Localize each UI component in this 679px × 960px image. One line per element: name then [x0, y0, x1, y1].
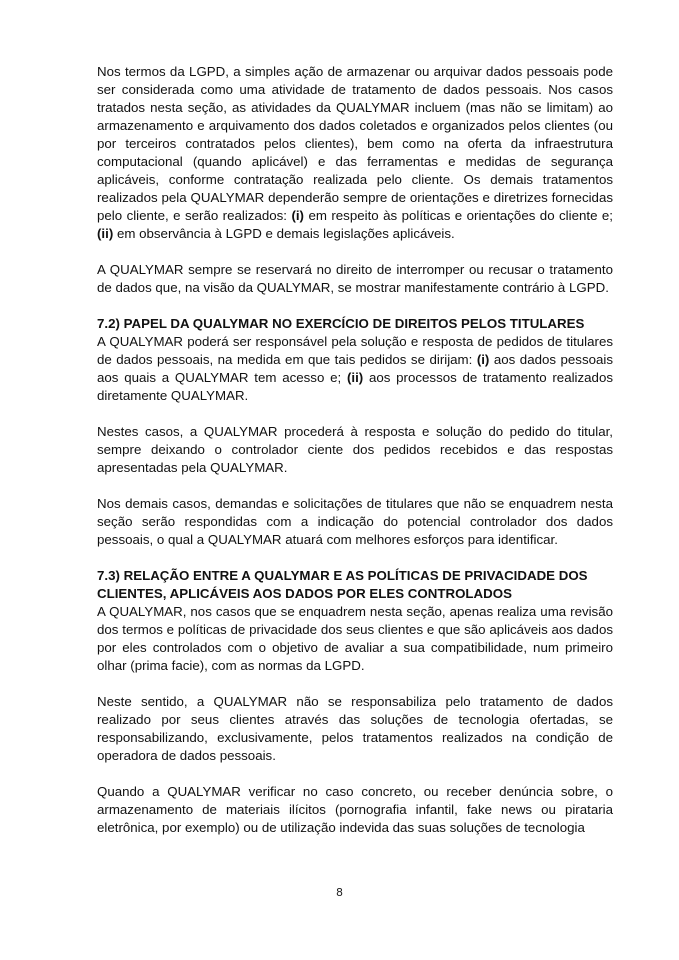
- section-heading-7-2: 7.2) PAPEL DA QUALYMAR NO EXERCÍCIO DE DIREITOS PELOS TITULARES: [97, 316, 585, 331]
- bold-marker-ii: (ii): [346, 370, 364, 385]
- paragraph-illicit-materials: Quando a QUALYMAR verificar no caso concreto, ou receber denúncia sobre, o armazenamento de materiais ilícitos (pornografia infantil, fake news ou pirataria eletrônica, por exemplo) ou de utilização indevida das suas soluções de tecnologia: [97, 784, 613, 835]
- text-run: A QUALYMAR poderá ser responsável pela solução e resposta de pedidos de titulares de dados pessoais, na medida em que tais pedidos se dirijam:: [97, 334, 613, 367]
- page-number: 8: [336, 886, 343, 899]
- paragraph-right-to-refuse: A QUALYMAR sempre se reservará no direito de interromper ou recusar o tratamento de dados que, na visão da QUALYMAR, se mostrar manifestamente contrário à LGPD.: [97, 262, 613, 295]
- text-run: aos dados pessoais aos quais a QUALYMAR tem acesso e;: [97, 352, 613, 385]
- paragraph-storage-activities: [97, 63, 613, 243]
- paragraph-policy-review: A QUALYMAR, nos casos que se enquadrem nesta seção, apenas realiza uma revisão dos termos e políticas de privacidade dos seus clientes e que são aplicáveis aos dados por eles controlados com o objetivo de avaliar a sua compatibilidade, num primeiro olhar (prima facie), com as normas da LGPD.: [97, 604, 613, 673]
- text-run: em respeito às políticas e orientações do cliente e;: [304, 208, 614, 223]
- text-run: Nos termos da LGPD, a simples ação de armazenar ou arquivar dados pessoais pode ser considerada como uma atividade de tratamento de dados pessoais. Nos casos tratados nesta seção, as atividades da QUALYMAR incluem (mas não se limitam) ao armazenamento e arquivamento dos dados coletados e organizados pelos clientes (ou por terceiros contratados pelos clientes), bem como na oferta da infraestrutura computacional (quando aplicável) e das ferramentas e medidas de segurança aplicáveis, conforme contratação realizada pelo cliente. Os demais tratamentos realizados pela QUALYMAR dependerão sempre de orientações e diretrizes fornecidas pelo cliente, e serão realizados:: [97, 64, 613, 223]
- bold-marker-i: (i): [476, 352, 490, 367]
- text-run: aos processos de tratamento realizados diretamente QUALYMAR.: [97, 370, 613, 403]
- paragraph-liability: Neste sentido, a QUALYMAR não se responsabiliza pelo tratamento de dados realizado por seus clientes através das soluções de tecnologia ofertadas, se responsabilizando, exclusivamente, pelos tratamentos realizados na condição de operadora de dados pessoais.: [97, 694, 613, 763]
- paragraph-other-cases: Nos demais casos, demandas e solicitações de titulares que não se enquadrem nesta seção serão respondidas com a indicação do potencial controlador dos dados pessoais, o qual a QUALYMAR atuará com melhores esforços para identificar.: [97, 496, 613, 547]
- section-heading-7-3: 7.3) RELAÇÃO ENTRE A QUALYMAR E AS POLÍTICAS DE PRIVACIDADE DOS CLIENTES, APLICÁVEIS AOS DADOS POR ELES CONTROLADOS: [97, 568, 588, 601]
- paragraph-titular-requests: [97, 333, 613, 405]
- bold-marker-ii: (ii): [97, 226, 114, 241]
- paragraph-response-procedure: Nestes casos, a QUALYMAR procederá à resposta e solução do pedido do titular, sempre deixando o controlador ciente dos pedidos recebidos e das respostas apresentadas pela QUALYMAR.: [97, 424, 613, 475]
- bold-marker-i: (i): [291, 208, 304, 223]
- document-body: [97, 63, 613, 837]
- text-run: em observância à LGPD e demais legislações aplicáveis.: [113, 226, 455, 241]
